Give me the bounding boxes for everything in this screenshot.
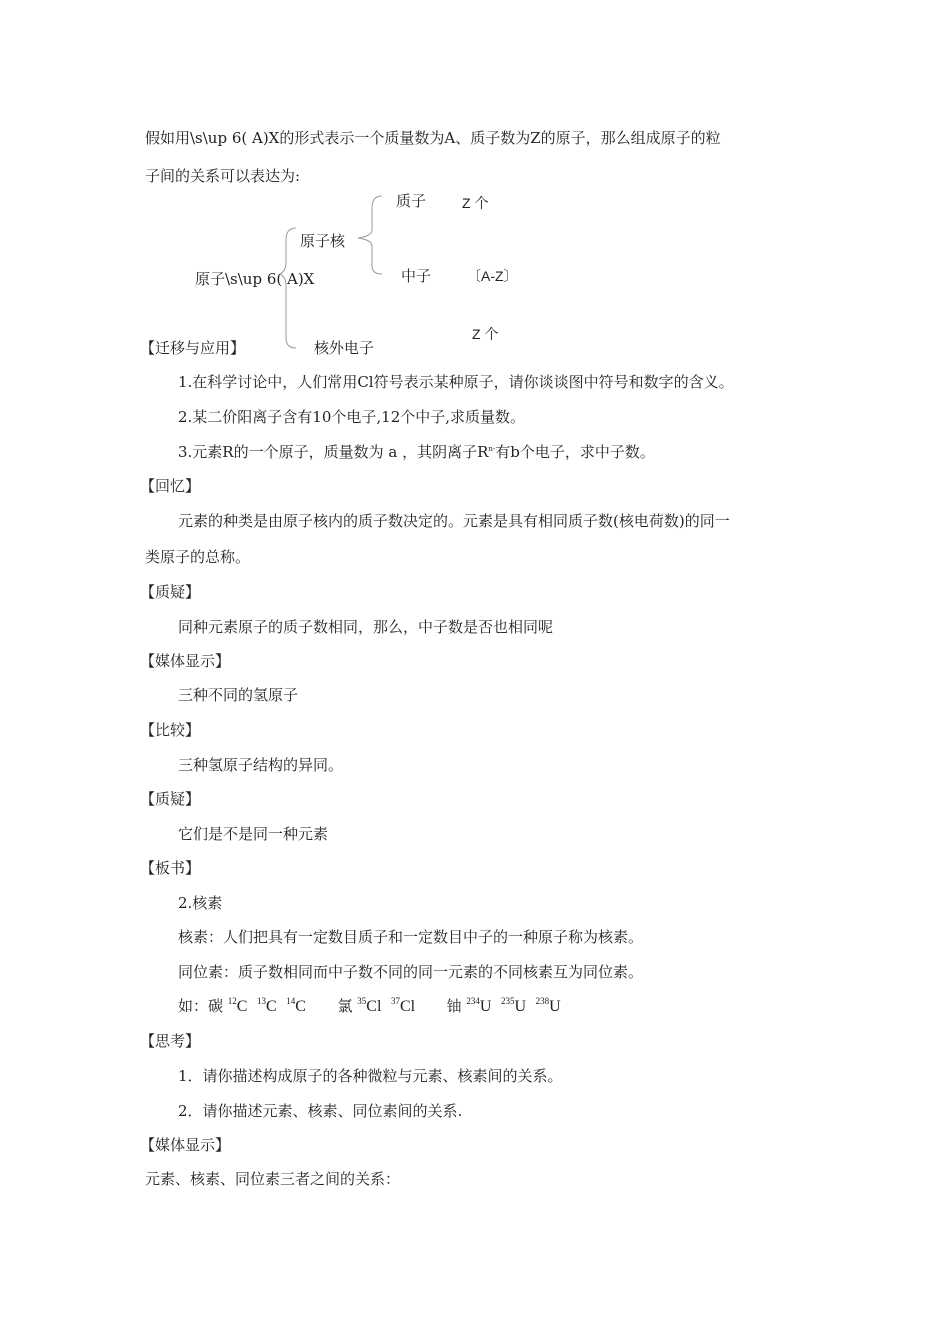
isotope-u234: $^{234}$U (466, 996, 492, 1015)
recall-line-2: 类原子的总称。 (145, 548, 251, 566)
heading-compare: 【比较】 (140, 721, 201, 739)
diagram-electron-label: 核外电子 (314, 339, 375, 357)
question-1-text: 同种元素原子的质子数相同，那么，中子数是否也相同呢 (178, 618, 554, 636)
question-2-text: 它们是不是同一种元素 (178, 825, 329, 843)
isotope-c12: $^{12}$C (227, 996, 248, 1015)
isotope-cl35: $^{35}$Cl (357, 996, 382, 1015)
heading-question-2: 【质疑】 (140, 790, 201, 808)
heading-media-2: 【媒体显示】 (140, 1136, 231, 1154)
nuclide-definition: 核素：人们把具有一定数目质子和一定数目中子的一种原子称为核素。 (178, 928, 644, 946)
heading-board: 【板书】 (140, 859, 201, 877)
board-title: 2.核素 (178, 894, 223, 912)
heading-recall: 【回忆】 (140, 477, 201, 495)
heading-media-1: 【媒体显示】 (140, 652, 231, 670)
transfer-question-3: 3.元素R的一个原子，质量数为 a ，其阴离子$R^{n-}$有b个电子，求中子数。 (178, 443, 655, 461)
isotope-examples: 如：碳 $^{12}$C $^{13}$C $^{14}$C 氯 $^{35}$Cl $^{37}$Cl 铀 $^{234}$U $^{235}$U $^{238}$U (178, 996, 561, 1015)
isotope-cl37: $^{37}$Cl (390, 996, 416, 1015)
intro-line-2: 子间的关系可以表达为: (145, 167, 301, 185)
isotope-c13: $^{13}$C (257, 996, 277, 1015)
diagram-electron-count: Z 个 (472, 326, 499, 342)
think-question-1: 1．请你描述构成原子的各种微粒与元素、核素间的关系。 (178, 1067, 563, 1085)
isotope-definition: 同位素：质子数相同而中子数不同的同一元素的不同核素互为同位素。 (178, 963, 644, 981)
isotope-u235: $^{235}$U (501, 996, 527, 1015)
diagram-atom-label: 原子\s\up 6( A)X (195, 270, 315, 288)
compare-text: 三种氢原子结构的异同。 (178, 756, 344, 774)
atom-brace-icon (278, 226, 302, 350)
isotope-u238: $^{238}$U (535, 996, 561, 1015)
isotope-c14: $^{14}$C (286, 996, 306, 1015)
nucleus-brace-icon (356, 194, 386, 276)
heading-question-1: 【质疑】 (140, 583, 201, 601)
diagram-neutron-count: 〔A-Z〕 (467, 268, 518, 284)
diagram-proton-count: Z 个 (462, 195, 489, 211)
diagram-proton-label: 质子 (396, 192, 427, 210)
intro-line-1: 假如用\s\up 6( A)X的形式表示一个质量数为A、质子数为Z的原子，那么组成原子的粒 (145, 129, 721, 147)
media-1-text: 三种不同的氢原子 (178, 686, 299, 704)
think-question-2: 2．请你描述元素、核素、同位素间的关系. (178, 1102, 463, 1120)
heading-transfer: 【迁移与应用】 (140, 339, 246, 357)
transfer-question-2: 2.某二价阳离子含有10个电子,12个中子,求质量数。 (178, 408, 526, 426)
media-2-text: 元素、核素、同位素三者之间的关系： (145, 1170, 401, 1188)
diagram-nucleus-label: 原子核 (300, 232, 346, 250)
recall-line-1: 元素的种类是由原子核内的质子数决定的。元素是具有相同质子数(核电荷数)的同一 (178, 512, 730, 530)
diagram-neutron-label: 中子 (401, 267, 432, 285)
heading-think: 【思考】 (140, 1032, 201, 1050)
transfer-question-1: 1.在科学讨论中，人们常用Cl符号表示某种原子，请你谈谈图中符号和数字的含义。 (178, 373, 734, 391)
